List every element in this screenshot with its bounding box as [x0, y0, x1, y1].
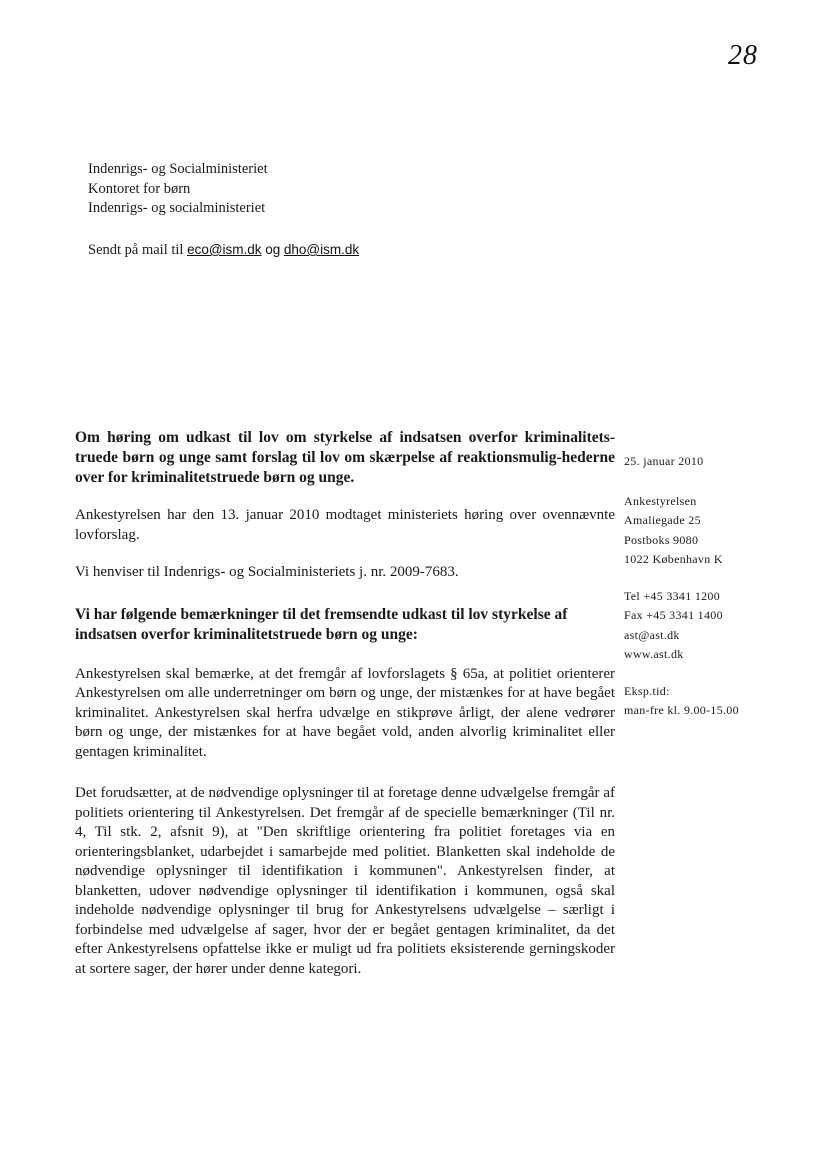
body-paragraph: Det forudsætter, at de nødvendige oplysninger til at foretage denne udvælgelse fremgår af politiets orientering til Ankestyrelsen. Det fremgår af de specielle bemærkninger (Til nr. 4, Til stk. 2, afsnit 9), at "Den skriftlige orientering fra politiet foretages via en orienteringsblanket, udarbejdet i samarbejde med politiet. Blanketten skal indeholde de nødvendige oplysninger til identifikation i kommunen". Ankestyrelsen finder, at blanketten, udover nødvendige oplysninger til identifikation i kommunen, også skal indeholde nødvendige oplysninger til brug for Ankestyrelsens udvælgelse – særligt i forbindelse med udvælgelse af sager, hvor der er begået gentagen kriminalitet, da det efter Ankestyrelsens opfattelse ikke er muligt ud fra politiets eksisterende gerningskoder at sortere sager, der hører under denne kategori. — [75, 785, 615, 977]
letter-body — [75, 428, 615, 997]
sent-prefix: Sendt på mail til — [88, 242, 184, 258]
sender-fax: Fax +45 3341 1400 — [624, 608, 723, 622]
email-link-dho[interactable]: dho@ism.dk — [283, 242, 360, 257]
body-paragraph: Ankestyrelsen har den 13. januar 2010 modtaget ministeriets høring over ovennævnte lovforslag. — [75, 507, 615, 543]
sender-website[interactable]: www.ast.dk — [624, 647, 684, 661]
recipient-line: Indenrigs- og Socialministeriet — [88, 161, 268, 177]
sender-address-line: Amaliegade 25 — [624, 513, 701, 527]
sender-address — [624, 492, 814, 570]
body-paragraph: Ankestyrelsen skal bemærke, at det fremgår af lovforslagets § 65a, at politiet orienterer Ankestyrelsen om alle underretninger om børn og unge, der mistænkes for at have begået kriminalitet. Ankestyrelsen skal herfra udvælge en stikprøve årligt, der alene vedrører børn og unge, der mistænkes for at have begået vold, anden alvorlig kriminalitet eller gentagen kriminalitet. — [75, 665, 615, 760]
recipient-line: Kontoret for børn — [88, 180, 191, 197]
sender-phone: Tel +45 3341 1200 — [624, 588, 721, 603]
subject-heading: Om høring om udkast til lov om styrkelse af indsatsen overfor kriminalitets-truede børn og unge samt forslag til lov om skærpelse af reaktionsmulig-hederne over for kriminalitetstruede børn og unge. — [75, 429, 615, 486]
recipient-address — [88, 160, 268, 219]
sender-email[interactable]: ast@ast.dk — [624, 627, 680, 642]
page-number: 28 — [728, 40, 758, 71]
email-conjunction: og — [265, 242, 281, 257]
sender-sidebar — [624, 452, 814, 738]
office-hours-value: man-fre kl. 9.00-15.00 — [624, 703, 739, 717]
office-hours — [624, 682, 814, 721]
body-paragraph: Vi henviser til Indenrigs- og Socialministeriets j. nr. 2009-7683. — [75, 564, 459, 580]
recipient-line: Indenrigs- og socialministeriet — [88, 200, 266, 216]
office-hours-label: Eksp.tid: — [624, 683, 670, 698]
sender-address-line: Postboks 9080 — [624, 532, 699, 547]
sender-contact — [624, 587, 814, 665]
email-link-eco[interactable]: eco@ism.dk — [187, 242, 262, 257]
sender-address-line: 1022 København K — [624, 552, 723, 566]
sender-address-line: Ankestyrelsen — [624, 493, 697, 508]
letter-date: 25. januar 2010 — [624, 454, 704, 468]
sent-by-mail-line — [88, 240, 359, 260]
section-heading: Vi har følgende bemærkninger til det fremsendte udkast til lov styrkelse af indsatsen overfor kriminalitetstruede børn og unge: — [75, 605, 568, 643]
